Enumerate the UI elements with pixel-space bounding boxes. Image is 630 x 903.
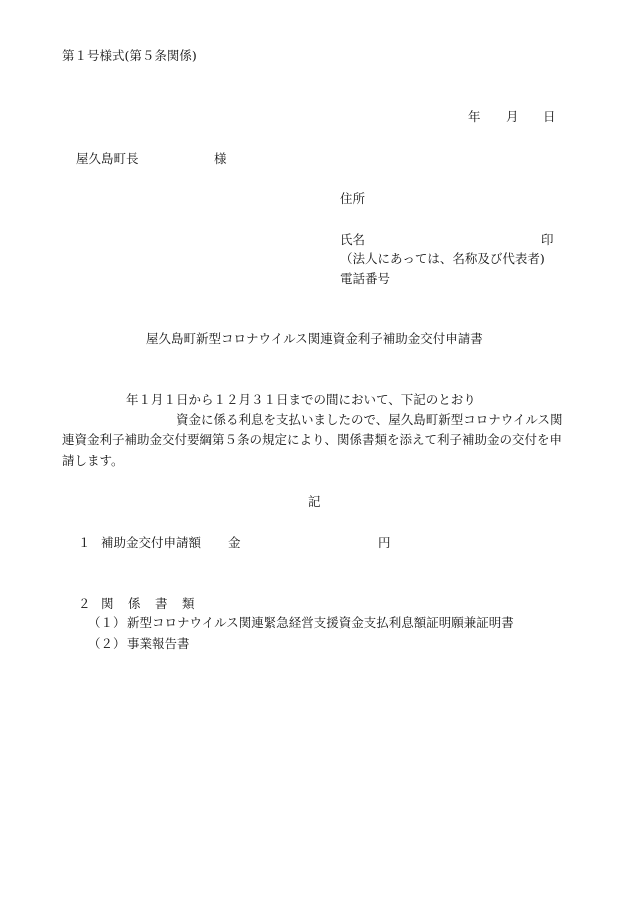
corporate-note: （法人にあっては、名称及び代表者) xyxy=(340,251,545,266)
name-label: 氏名 xyxy=(340,232,366,247)
addressee-name: 屋久島町長 xyxy=(76,151,139,166)
date-day: 日 xyxy=(543,109,556,124)
date-month: 月 xyxy=(506,109,519,124)
doc-2-number: （２） xyxy=(88,636,126,651)
date-year: 年 xyxy=(468,109,481,124)
body-line-3: 連資金利子補助金交付要綱第５条の規定により、関係書類を添えて利子補助金の交付を申 xyxy=(62,432,563,447)
item2-number: ２ xyxy=(78,596,91,611)
item1-kin: 金 xyxy=(228,535,241,550)
item1-label: 補助金交付申請額 xyxy=(101,535,202,550)
item1-number: １ xyxy=(78,535,91,550)
document-title: 屋久島町新型コロナウイルス関連資金利子補助金交付申請書 xyxy=(146,331,483,346)
address-label: 住所 xyxy=(340,191,366,206)
doc-1-number: （１） xyxy=(88,615,126,630)
body-line-2: 資金に係る利息を支払いましたので、屋久島町新型コロナウイルス関 xyxy=(176,412,563,427)
form-number-label: 第１号様式(第５条関係) xyxy=(62,48,197,63)
body-line-1: 年１月１日から１２月３１日までの間において、下記のとおり xyxy=(126,392,476,407)
doc-2-text: 事業報告書 xyxy=(127,636,190,651)
doc-1-text: 新型コロナウイルス関連緊急経営支援資金支払利息額証明願兼証明書 xyxy=(127,615,514,630)
phone-label: 電話番号 xyxy=(340,271,391,286)
body-line-4: 請します。 xyxy=(62,453,124,468)
seal-mark: 印 xyxy=(541,232,554,247)
ki-heading: 記 xyxy=(308,494,321,509)
item2-label: 関 係 書 類 xyxy=(101,596,196,611)
addressee-honorific: 様 xyxy=(214,151,227,166)
item1-yen: 円 xyxy=(378,535,391,550)
